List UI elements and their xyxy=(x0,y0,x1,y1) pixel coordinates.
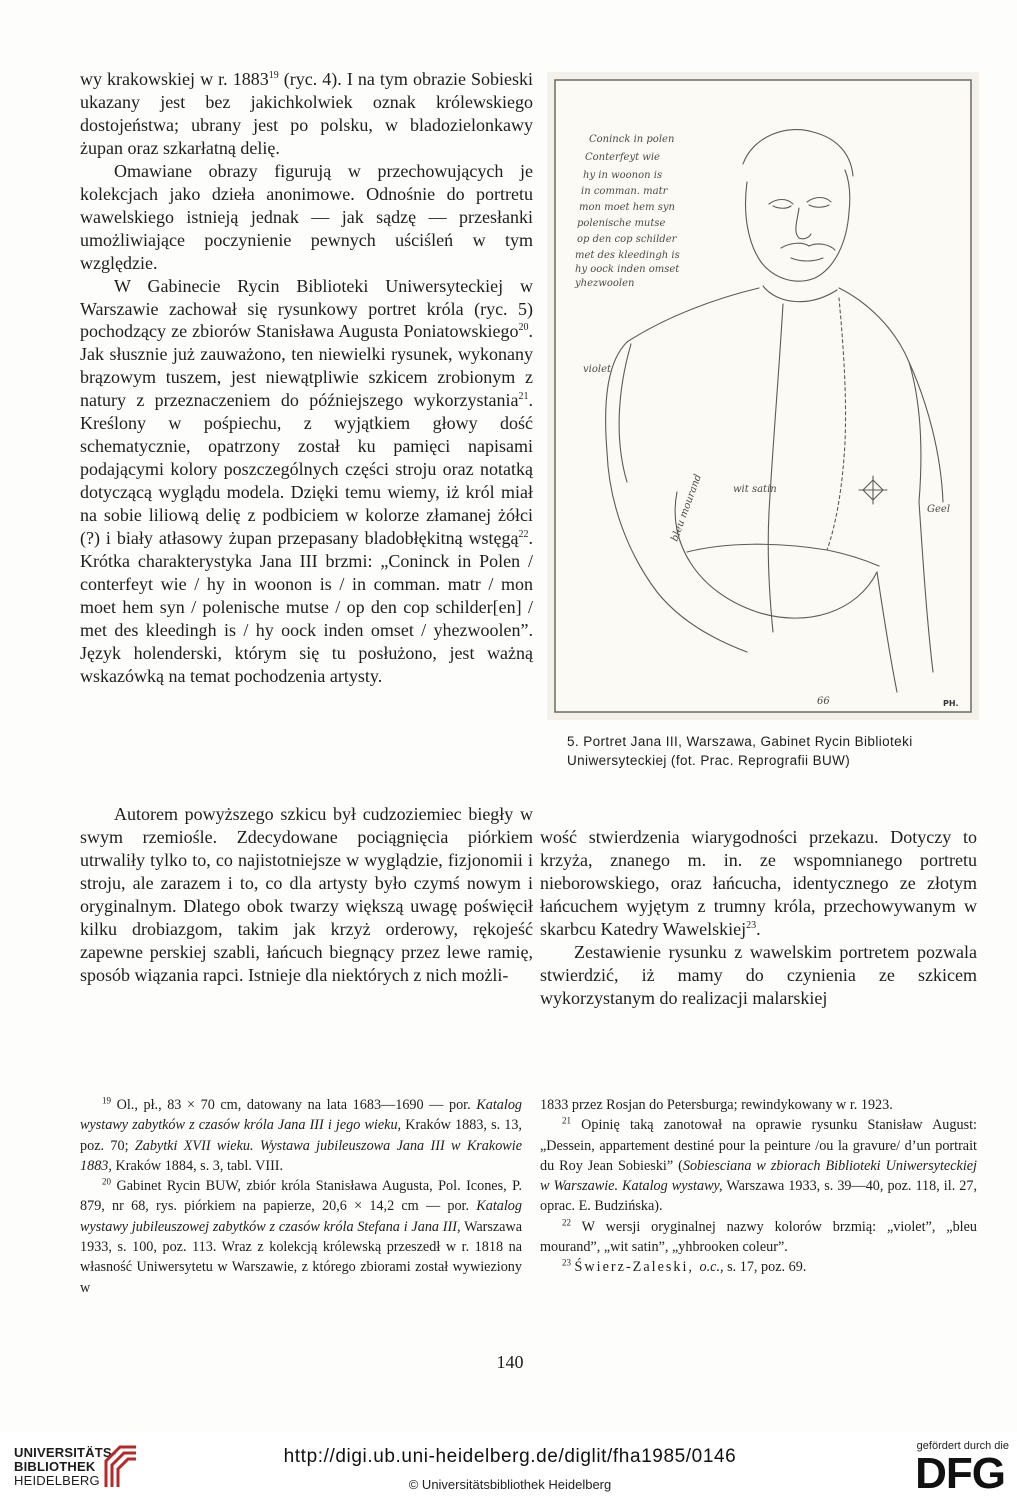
library-logo-text[interactable]: UNIVERSITÄTS- BIBLIOTHEK HEIDELBERG xyxy=(14,1445,117,1488)
footnote-20: $^{20}$ Gabinet Rycin BUW, zbiór króla Stanisława Augusta, Pol. Icones, P. 879, nr 68, rys. piórkiem na papierze, 20,6 × 14,2 cm — por. Katalog wystawy jubileuszowej zabytków z czasów króla Stefana i Jana III, Warszawa 1933, s. 100, poz. 113. Wraz z kolekcją królewską przeszedł w r. 1818 na własność Uniwersytetu w Warszawie, z którego zbiorami został wywieziony w xyxy=(80,1176,523,1296)
paragraph-2: Omawiane obrazy figurują w przechowujących je kolekcjach jako dzieła anonimowe. Odnośnie do portretu wawelskiego istnieją jednak — jak sądzę — przesłanki umożliwiające poczynienie pewnych uściśleń w tym względzie. xyxy=(80,160,533,273)
inscription-line-6: polenische mutse xyxy=(577,218,666,229)
inscription-line-9: hy oock inden omset xyxy=(575,264,680,275)
paragraph-1: wy krakowskiej w r. 1883$^{19}$ (ryc. 4). I na tym obrazie Sobieski ukazany jest bez jakichkolwiek oznak królewskiego dostojeństwa; ubrany jest po polsku, w bladozielonkawy żupan oraz szkarłatną delię. xyxy=(80,69,533,158)
footnotes-left xyxy=(80,1095,522,1298)
inscription-line-7: op den cop schilder xyxy=(577,234,677,245)
footnote-23: $^{23}$ Świerz-Zaleski, o.c., s. 17, poz. 69. xyxy=(562,1257,807,1276)
footnotes-right xyxy=(540,1095,977,1278)
inscription-line-4: in comman. matr xyxy=(581,186,668,197)
footnote-ref-20[interactable]: 20 xyxy=(518,322,529,334)
permalink-url[interactable]: http://digi.ub.uni-heidelberg.de/diglit/fha1985/0146 xyxy=(283,1446,737,1467)
library-stamp: PH. xyxy=(943,699,959,708)
paragraph-6: Zestawienie rysunku z wawelskim portretem pozwala stwierdzić, iż mamy do czynienia ze szkicem wykorzystanym do realizacji malarskiej xyxy=(540,941,977,1008)
footnote-20-continued: 1833 przez Rosjan do Petersburga; rewindykowany w r. 1923. xyxy=(540,1097,893,1113)
inscription-line-2: Conterfeyt wie xyxy=(585,152,660,163)
footnote-ref-23[interactable]: 23 xyxy=(746,919,757,931)
inscription-wit-satin: wit satin xyxy=(733,484,777,495)
funder-caption: gefördert durch die xyxy=(916,1440,1009,1452)
copyright-notice: © Universitätsbibliothek Heidelberg xyxy=(408,1477,612,1492)
right-column-lower-text xyxy=(540,826,977,1010)
inscription-line-5: mon moet hem syn xyxy=(579,202,675,213)
figure-caption: 5. Portret Jana III, Warszawa, Gabinet Rycin Biblioteki Uniwersyteckiej (fot. Prac. Reprografii BUW) xyxy=(567,734,913,768)
paragraph-5: wość stwierdzenia wiarygodności przekazu. Dotyczy to krzyża, znanego m. in. ze wspomnianego portretu nieborowskiego, oraz łańcucha, identycznego ze złotym łańcuchem wyjętym z trumny króla, przechowywanym w skarbcu Katedry Wawelskiej$^{23}$. xyxy=(540,827,977,939)
footnote-ref-21[interactable]: 21 xyxy=(518,391,529,403)
inscription-geel: Geel xyxy=(927,504,951,515)
portrait-sketch xyxy=(547,72,979,720)
dfg-logo[interactable]: DFG xyxy=(915,1449,1005,1498)
footnote-19: $^{19}$ Ol., pł., 83 × 70 cm, datowany na lata 1683—1690 — por. Katalog wystawy zabytków z czasów króla Jana III i jego wieku, Kraków 1883, s. 13, poz. 70; Zabytki XVII wieku. Wystawa jubileuszowa Jana III w Krakowie 1883, Kraków 1884, s. 3, tabl. VIII. xyxy=(80,1095,523,1174)
footnote-ref-19[interactable]: 19 xyxy=(268,70,279,81)
left-column-lower-text xyxy=(80,803,533,987)
paragraph-4: Autorem powyższego szkicu był cudzoziemiec biegły w swym rzemiośle. Zdecydowane pociągnięcia piórkiem utrwaliły tylko to, co najistotniejsze w wyglądzie, fizjonomii i stroju, ale zarazem i to, co dla artysty było czymś nowym i oryginalnym. Dlatego obok twarzy większą uwagę poświęcił kilku drobiazgom, takim jak krzyż orderowy, rękojeść zapewne perskiej szabli, łańcuch biegnący przez lewe ramię, sposób wiązania rapci. Istnieje dla niektórych z nich możli- xyxy=(80,804,533,985)
inscription-line-3: hy in woonon is xyxy=(583,170,663,181)
inscription-line-8: met des kleedingh is xyxy=(575,250,680,261)
inscription-violet: violet xyxy=(583,364,612,375)
footnote-21: $^{21}$ Opinię taką zanotował na oprawie rysunku Stanisław August: „Dessein, appartement destiné pour la peinture /ou la gravure/ d’un portrait du Roy Jean Sobieski” (Sobiesciana w zbiorach Biblioteki Uniwersyteckiej w Warszawie. Katalog wystawy, Warszawa 1933, s. 39—40, poz. 118, il. 27, oprac. E. Budzińska). xyxy=(540,1115,977,1215)
figure-5-drawing xyxy=(547,72,979,720)
inscription-bleu: bleu mourand xyxy=(669,472,704,544)
viewer-footer xyxy=(0,1432,1017,1505)
page-number: 140 xyxy=(496,1352,524,1372)
footnote-ref-22[interactable]: 22 xyxy=(518,529,529,541)
inscription-line-10: yhezwoolen xyxy=(575,278,635,289)
library-logo-icon xyxy=(102,1441,142,1491)
inscription-line-1: Coninck in polen xyxy=(589,134,675,145)
left-column-text xyxy=(80,68,533,688)
footnote-22: $^{22}$ W wersji oryginalnej nazwy kolorów brzmią: „violet”, „bleu mourand”, „wit satin”, „yhbrooken coleur”. xyxy=(540,1217,977,1256)
paragraph-3: W Gabinecie Rycin Biblioteki Uniwersyteckiej w Warszawie zachował się rysunkowy portret króla (ryc. 5) pochodzący ze zbiorów Stanisława Augusta Poniatowskiego$^{20}$. Jak słusznie już zauważono, ten niewielki rysunek, wykonany brązowym tuszem, jest niewątpliwie szkicem zrobionym z natury z przeznaczeniem do późniejszego wykorzystania$^{21}$. Kreślony w pośpiechu, z wyjątkiem głowy dość schematycznie, opatrzony został ku pamięci napisami podającymi kolory poszczególnych części stroju oraz notatką dotyczącą wyglądu modela. Dzięki temu wiemy, iż król miał na sobie liliową delię z podbiciem w kolorze złamanej żółci (?) i biały atłasowy żupan przepasany bladobłękitną wstęgą$^{22}$. Krótka charakterystyka Jana III brzmi: „Coninck in Polen / conterfeyt wie / hy in woonon is / in comman. matr / mon moet hem syn / polenische mutse / op den cop schilder[en] / met des kleedingh is / hy oock inden omset / yhezwoolen”. Język holenderski, którym się tu posłużono, jest ważną wskazówką na temat pochodzenia artysty. xyxy=(80,275,533,686)
inscription-number: 66 xyxy=(817,696,830,707)
